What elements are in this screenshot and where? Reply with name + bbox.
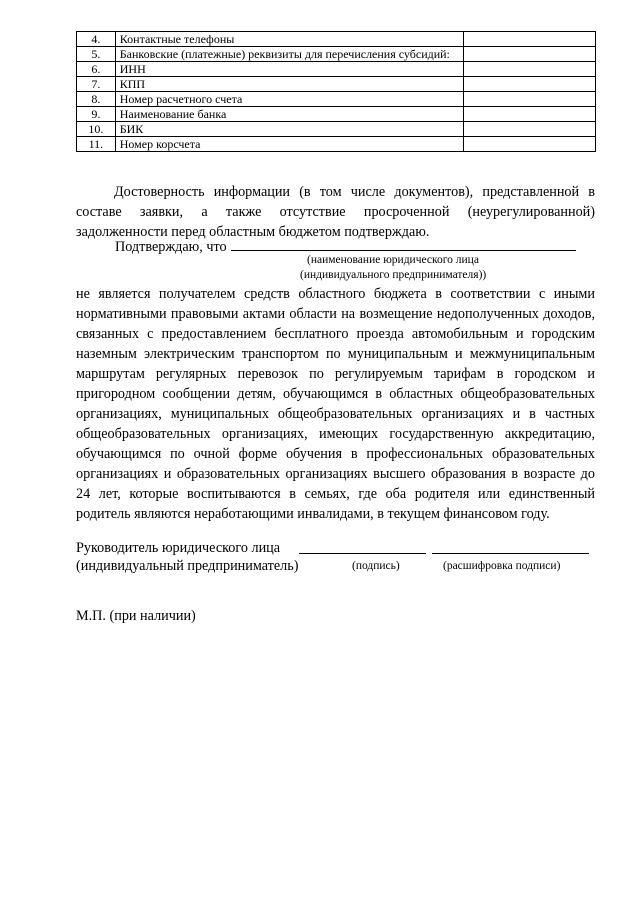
row-number: 8. [77,92,116,107]
stamp-label: М.П. (при наличии) [76,608,196,624]
reliability-paragraph: Достоверность информации (в том числе документов), представленной в составе заявки, а также отсутствие просроченной (неурегулированной) задолженности перед областным бюджетом подтверждаю. [76,184,595,240]
signature-blank [299,553,426,554]
row-value-cell[interactable] [464,47,596,62]
row-label: ИНН [115,62,464,77]
signature-label-1: Руководитель юридического лица [76,540,281,556]
row-number: 11. [77,137,116,152]
row-label: Номер расчетного счета [115,92,464,107]
row-label: КПП [115,77,464,92]
row-label: Номер корсчета [115,137,464,152]
table-row [77,32,596,47]
entity-name-blank [231,235,576,251]
row-number: 4. [77,32,116,47]
body-paragraph: не является получателем средств областного бюджета в соответствии с иными нормативными правовыми актами области на возмещение недополученных доходов, связанных с предоставлением бесплатного проезда автомобильным и городским наземным электрическим транспортом по муниципальным и межмуниципальным маршрутам регулярных перевозок по регулируемым тарифам в городском и пригородном сообщении детям, обучающимся в областных общеобразовательных организациях, муниципальных общеобразовательных организациях и в частных общеобразовательных организациях, имеющих государственную аккредитацию, обучающимся по очной форме обучения в профессиональных образовательных организациях и образовательных организациях высшего образования в возрасте до 24 лет, которые воспитываются в семьях, где оба родителя или единственный родитель являются неработающими инвалидами, в текущем финансовом году. [76,286,595,522]
decode-hint: (расшифровка подписи) [443,560,561,572]
row-number: 10. [77,122,116,137]
row-label: Наименование банка [115,107,464,122]
row-number: 6. [77,62,116,77]
requisites-table-body [77,32,596,152]
table-row [77,62,596,77]
signature-label-2: (индивидуальный предприниматель) [76,558,299,574]
row-value-cell[interactable] [464,122,596,137]
row-value-cell[interactable] [464,32,596,47]
row-number: 9. [77,107,116,122]
requisites-table [76,31,596,152]
table-row [77,92,596,107]
row-value-cell[interactable] [464,62,596,77]
signature-decode-blank [432,553,589,554]
row-value-cell[interactable] [464,137,596,152]
table-row [77,77,596,92]
row-value-cell[interactable] [464,107,596,122]
entity-hint-2: (индивидуального предпринимателя)) [300,269,487,281]
table-row [77,122,596,137]
row-label: Контактные телефоны [115,32,464,47]
row-value-cell[interactable] [464,92,596,107]
row-value-cell[interactable] [464,77,596,92]
entity-hint-1: (наименование юридического лица [307,254,479,266]
row-number: 7. [77,77,116,92]
table-row [77,137,596,152]
sign-hint: (подпись) [352,560,400,572]
row-label: БИК [115,122,464,137]
table-row [77,107,596,122]
table-row [77,47,596,62]
confirm-label: Подтверждаю, что [115,239,227,255]
row-label: Банковские (платежные) реквизиты для перечисления субсидий: [115,47,464,62]
row-number: 5. [77,47,116,62]
